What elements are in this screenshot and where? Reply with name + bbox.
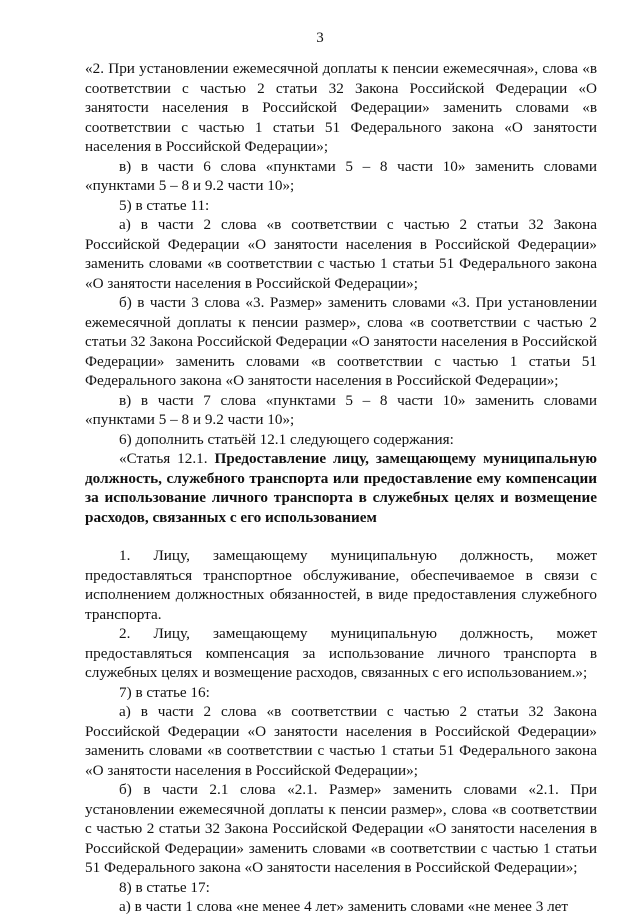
paragraph: а) в части 1 слова «не менее 4 лет» заменить словами «не менее 3 лет: [119, 898, 569, 915]
paragraph: б) в части 3 слова «3. Размер» заменить словами «3. При установлении ежемесячной доплаты к пенсии размер», слова «в соответствии с частью 2 статьи 32 Закона Российской Федерации «О занятости населения в Российской Федерации» заменить словами «в соответствии с частью 1 статьи 51 Федерального закона «О занятости населения в Российской Федерации»;: [85, 294, 597, 389]
paragraph: а) в части 2 слова «в соответствии с частью 2 статьи 32 Закона Российской Федерации «О занятости населения в Российской Федерации» заменить словами «в соответствии с частью 1 статьи 51 Федерального закона «О занятости населения в Российской Федерации»;: [85, 703, 597, 779]
paragraph: 6) дополнить статьёй 12.1 следующего содержания:: [119, 430, 454, 448]
article-heading: [85, 449, 597, 527]
paragraph: 7) в статье 16:: [119, 683, 210, 701]
document-body: [85, 59, 597, 917]
article-title: Предоставление лицу, замещающему муниципальную должность, служебного транспорта или предоставление ему компенсации за использование личного транспорта в служебных целях и возмещение расходов, связанных с его использованием: [85, 450, 597, 526]
paragraph: «2. При установлении ежемесячной доплаты к пенсии ежемесячная», слова «в соответствии с частью 2 статьи 32 Закона Российской Федерации «О занятости населения в Российской Федерации» заменить словами «в соответствии с частью 1 статьи 51 Федерального закона «О занятости населения в Российской Федерации»;: [85, 60, 597, 155]
spacer: [85, 527, 597, 546]
paragraph: в) в части 6 слова «пунктами 5 – 8 части 10» заменить словами «пунктами 5 – 8 и 9.2 части 10»;: [85, 157, 597, 194]
paragraph: 5) в статье 11:: [119, 196, 210, 214]
paragraph: 1. Лицу, замещающему муниципальную должность, может предоставляться транспортное обслуживание, обеспечиваемое в связи с исполнением должностных обязанностей, в виде предоставления служебного транспорта.: [85, 547, 597, 623]
page-number: 3: [316, 30, 324, 46]
paragraph: в) в части 7 слова «пунктами 5 – 8 части 10» заменить словами «пунктами 5 – 8 и 9.2 части 10»;: [85, 391, 597, 428]
paragraph: 8) в статье 17:: [119, 878, 210, 896]
paragraph: 2. Лицу, замещающему муниципальную должность, может предоставляться компенсация за использование личного транспорта в служебных целях и возмещение расходов, связанных с его использованием.»;: [85, 625, 597, 681]
paragraph: б) в части 2.1 слова «2.1. Размер» заменить словами «2.1. При установлении ежемесячной доплаты к пенсии размер», слова «в соответствии с частью 2 статьи 32 Закона Российской Федерации «О занятости населения в Российской Федерации» заменить словами «в соответствии с частью 1 статьи 51 Федерального закона «О занятости населения в Российской Федерации»;: [85, 781, 597, 876]
article-prefix: «Статья 12.1.: [119, 450, 215, 467]
paragraph: а) в части 2 слова «в соответствии с частью 2 статьи 32 Закона Российской Федерации «О занятости населения в Российской Федерации» заменить словами «в соответствии с частью 1 статьи 51 Федерального закона «О занятости населения в Российской Федерации»;: [85, 216, 597, 292]
